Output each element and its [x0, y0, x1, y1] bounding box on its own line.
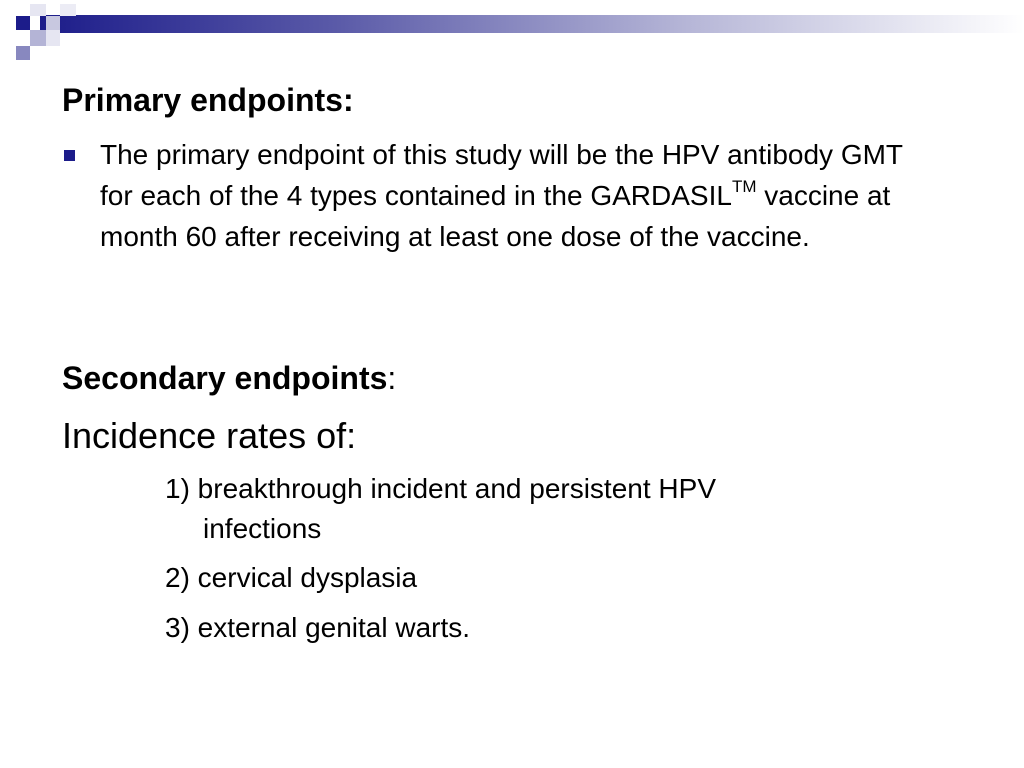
primary-bullet — [62, 134, 942, 257]
bullet-square-icon — [64, 150, 75, 161]
primary-endpoints-heading: Primary endpoints: — [62, 82, 354, 118]
decor-square — [46, 30, 60, 46]
primary-bullet-text: The primary endpoint of this study will be the HPV antibody GMT for each of the 4 types contained in the GARDASIL™ vaccine at month 60 after receiving at least one dose of the vaccine. — [100, 139, 903, 252]
gradient-bar — [40, 15, 1024, 33]
incidence-rates-label: Incidence rates of: — [62, 415, 357, 456]
decor-square — [30, 4, 46, 16]
secondary-endpoints-heading: Secondary endpoints: — [62, 360, 397, 396]
decor-square — [60, 4, 76, 16]
decor-square — [30, 30, 46, 46]
list-item: 3) external genital warts. — [165, 612, 471, 643]
decor-square — [16, 46, 30, 60]
decor-square — [16, 16, 30, 30]
list-item: 1) breakthrough incident and persistent HPV infections — [165, 473, 716, 544]
list-item: 2) cervical dysplasia — [165, 562, 418, 593]
trademark-superscript: TM — [731, 176, 757, 196]
decor-square — [46, 16, 60, 30]
